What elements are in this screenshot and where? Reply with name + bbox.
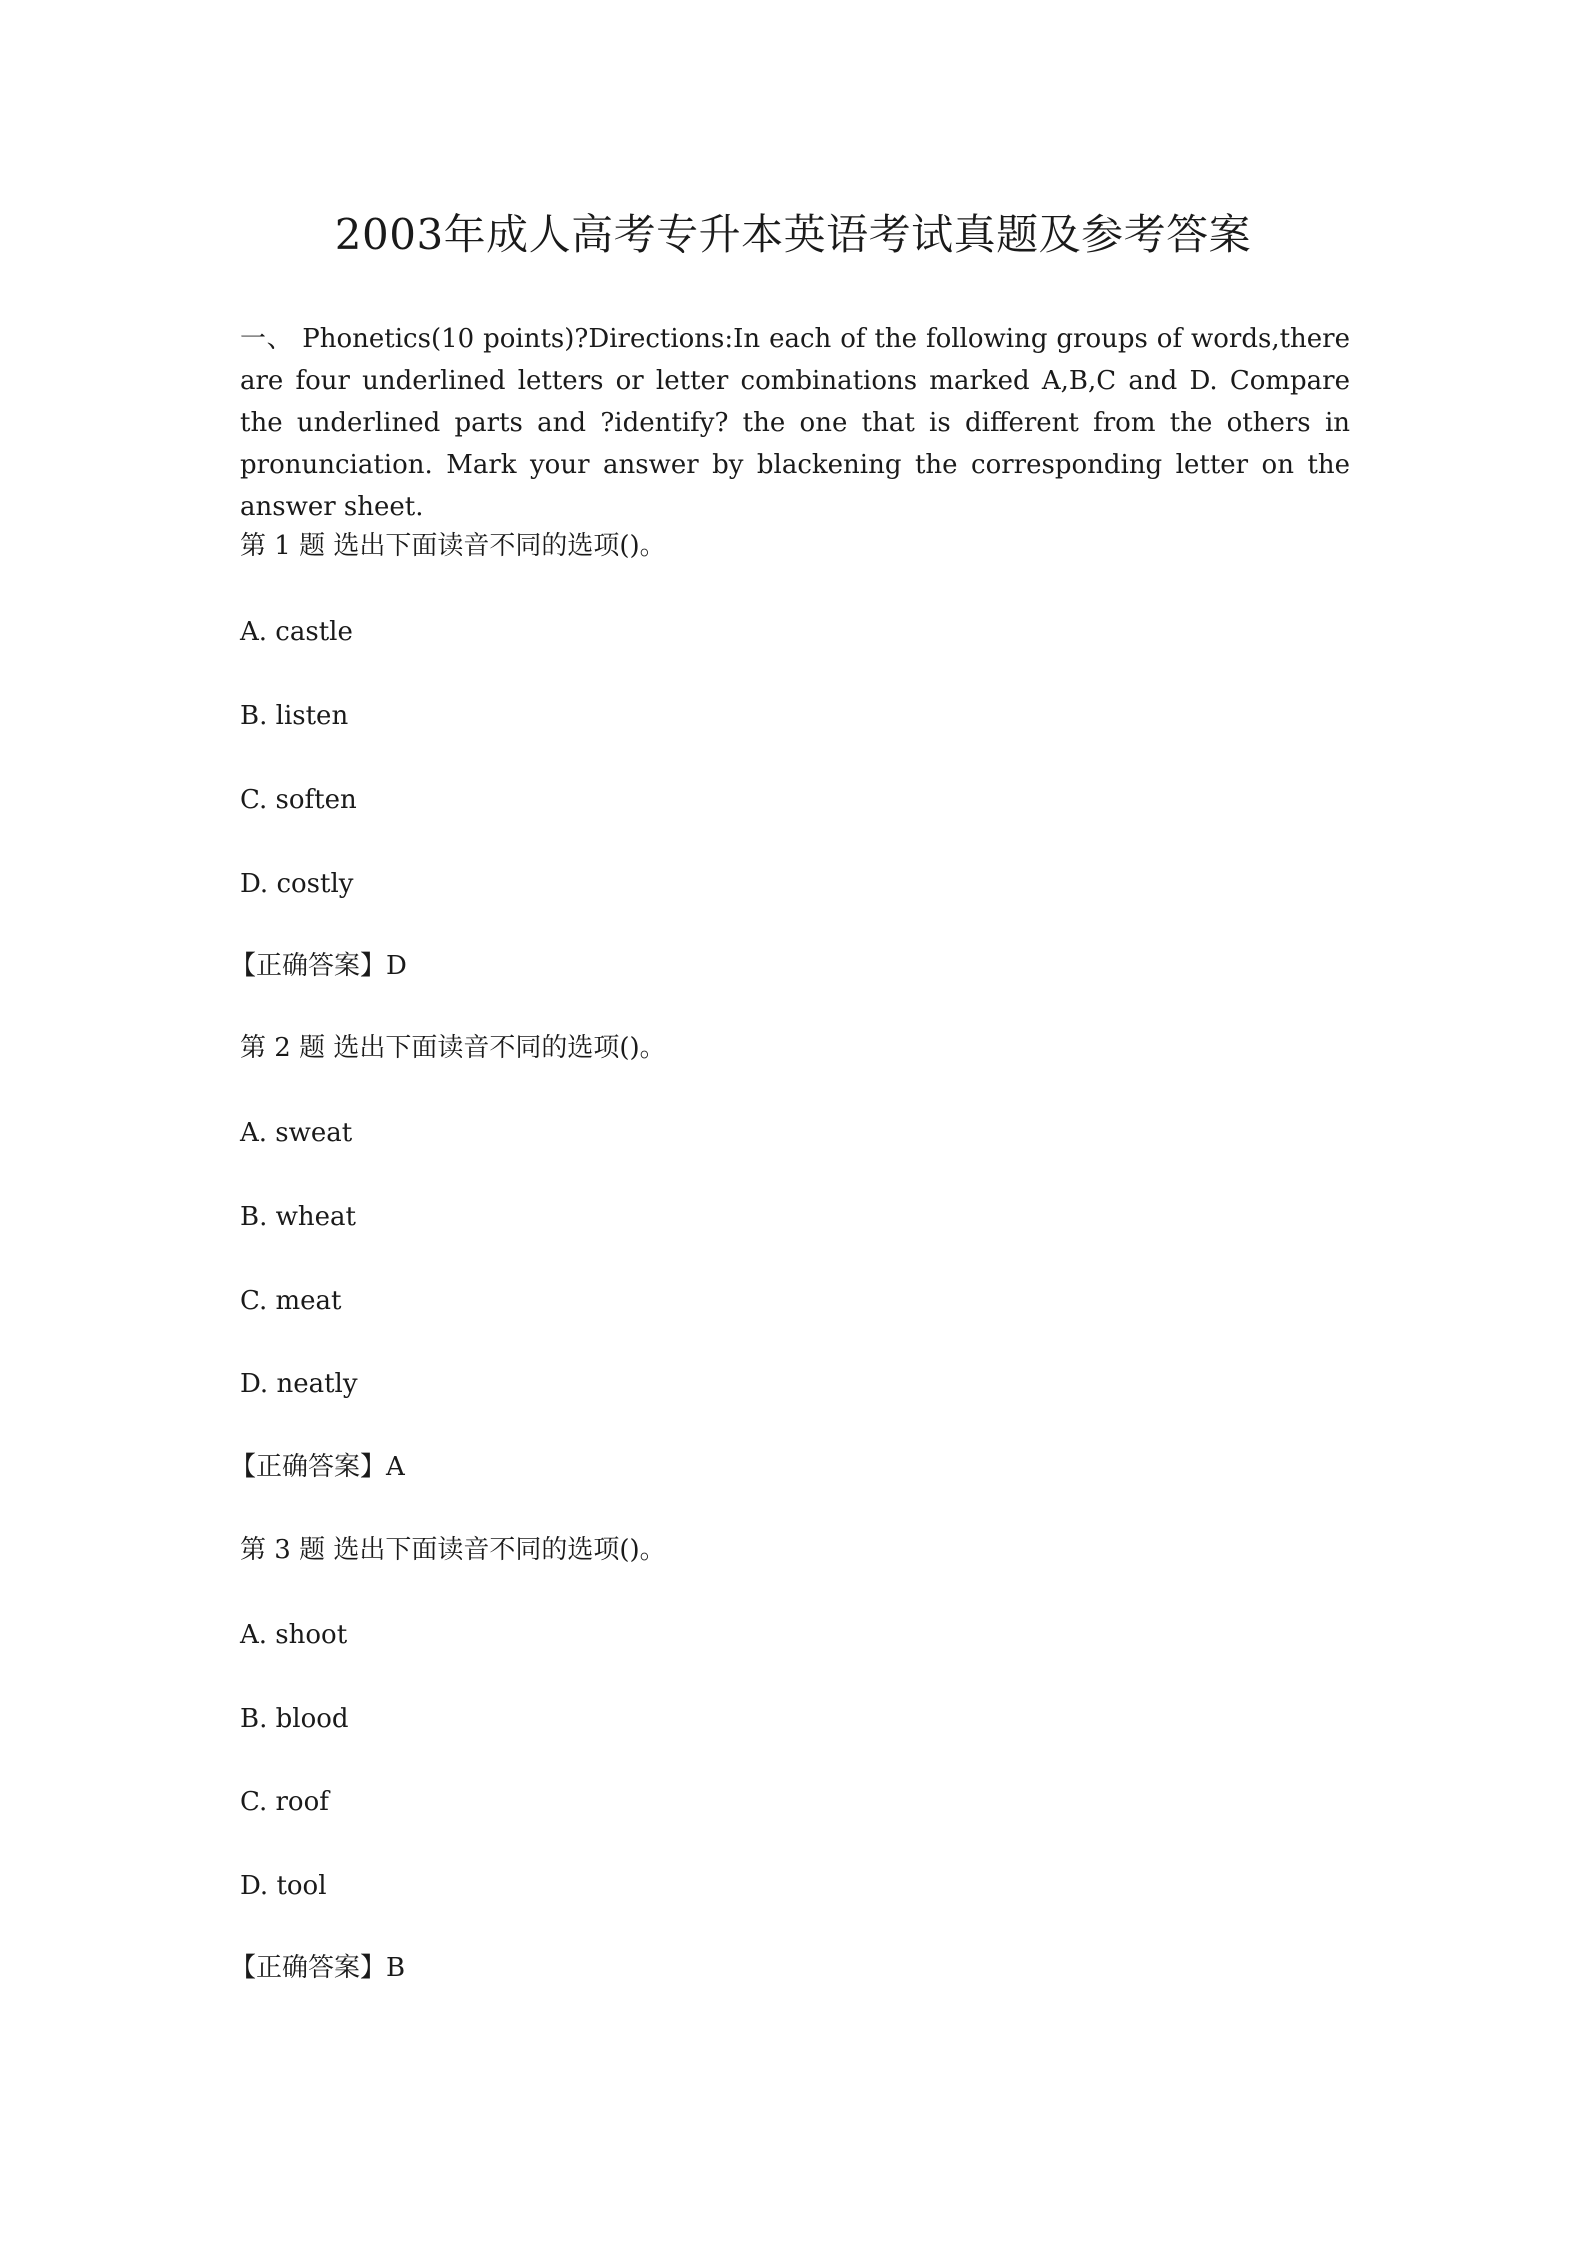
question-1-answer: 【正确答案】D [230,951,407,981]
question-3-prompt: 第 3 题 选出下面读音不同的选项()。 [240,1535,666,1565]
question-1-option-d: D. costly [240,869,354,899]
question-2-prompt: 第 2 题 选出下面读音不同的选项()。 [240,1033,666,1063]
question-2-option-d: D. neatly [240,1369,358,1399]
question-2-answer: 【正确答案】A [230,1452,405,1482]
question-2-option-b: B. wheat [240,1202,356,1232]
question-1-prompt: 第 1 题 选出下面读音不同的选项()。 [240,531,666,561]
question-3-option-c: C. roof [240,1787,329,1817]
question-3-answer: 【正确答案】B [230,1953,406,1983]
question-1-option-c: C. soften [240,785,357,815]
section-directions: 一、 Phonetics(10 points)?Directions:In each of the following groups of words,there are four underlined letters or letter combinations marked A,B,C and D. Compare the underlined parts and ?identify? the one that is different from the others in pronunciation. Mark your answer by blackening the corresponding letter on the answer sheet. [240,324,1350,522]
document-title: 2003年成人高考专升本英语考试真题及参考答案 [334,210,1252,259]
question-1-option-b: B. listen [240,701,349,731]
question-2-option-c: C. meat [240,1286,342,1316]
question-3-option-d: D. tool [240,1871,327,1901]
question-2-option-a: A. sweat [240,1118,353,1148]
question-3-option-a: A. shoot [240,1620,348,1650]
question-1-option-a: A. castle [240,617,353,647]
question-3-option-b: B. blood [240,1704,349,1734]
